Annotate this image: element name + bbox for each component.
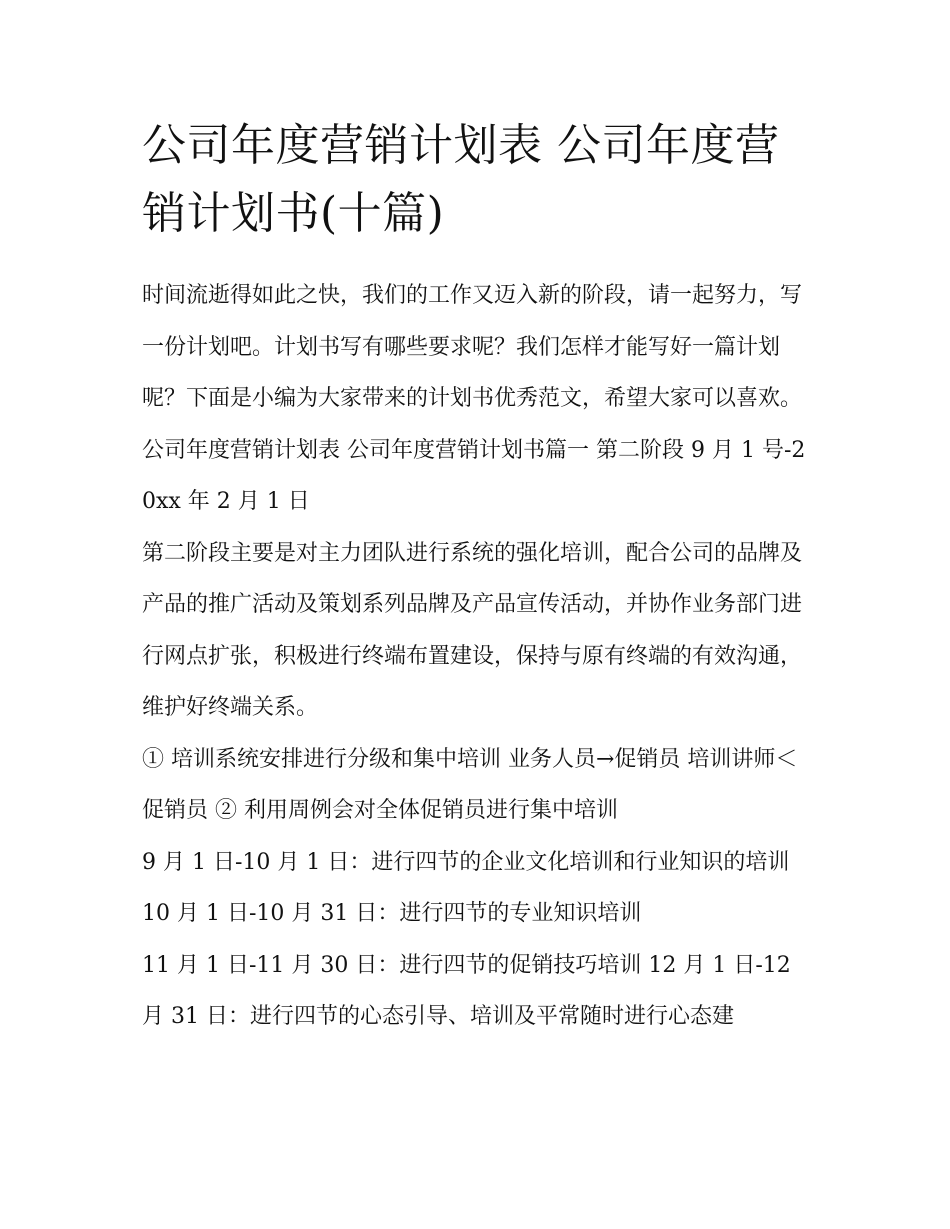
- schedule-paragraph-1: 9 月 1 日-10 月 1 日：进行四节的企业文化培训和行业知识的培训 10 月 1 日-10 月 31 日：进行四节的专业知识培训: [142, 849, 790, 926]
- training-arrangement-paragraph: ① 培训系统安排进行分级和集中培训 业务人员→促销员 培训讲师＜ 促销员 ② 利用周例会对全体促销员进行集中培训: [142, 746, 798, 823]
- intro-paragraph: 时间流逝得如此之快，我们的工作又迈入新的阶段，请一起努力，写一份计划吧。计划书写有哪些要求呢？我们怎样才能写好一篇计划呢？下面是小编为大家带来的计划书优秀范文，希望大家可以喜欢。: [142, 283, 803, 411]
- stage-two-paragraph: 第二阶段主要是对主力团队进行系统的强化培训，配合公司的品牌及产品的推广活动及策划系列品牌及产品宣传活动，并协作业务部门进行网点扩张，积极进行终端布置建设，保持与原有终端的有效沟通，维护好终端关系。: [142, 540, 803, 720]
- document-title: 公司年度营销计划表 公司年度营销计划书(十篇): [142, 120, 780, 239]
- schedule-paragraph-2: 11 月 1 日-11 月 30 日：进行四节的促销技巧培训 12 月 1 日-12 月 31 日：进行四节的心态引导、培训及平常随时进行心态建: [142, 952, 791, 1029]
- section-heading-paragraph: 公司年度营销计划表 公司年度营销计划书篇一 第二阶段 9 月 1 号-20xx 年 2 月 1 日: [142, 437, 806, 514]
- document-body: [142, 112, 810, 1043]
